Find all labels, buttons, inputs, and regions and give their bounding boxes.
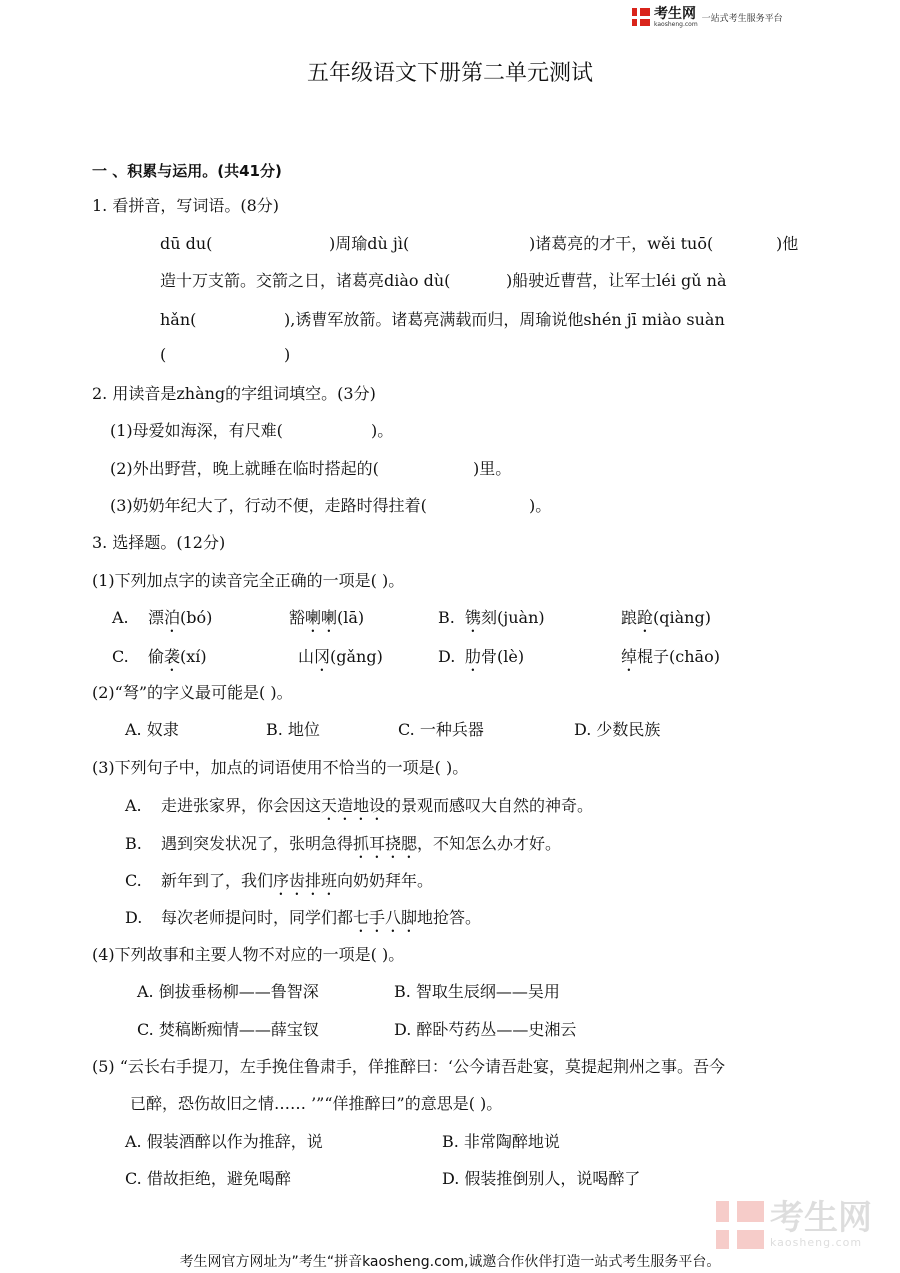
footer-text: 考生网官方网址为”考生“拼音kaosheng.com,诚邀合作伙伴打造一站式考生服务平台。 (179, 1254, 721, 1270)
q3-s5-option-c: C. 借故拒绝，避免喝醉 (125, 1169, 291, 1188)
q3-s2-option-d: D. 少数民族 (574, 720, 661, 739)
dotted-char: 喇喇 (305, 608, 338, 627)
section-heading: 一 、积累与运用。(共41分) (92, 162, 282, 180)
q3-s4-option-c: C. 焚稿断痴情——薛宝钗 (137, 1020, 319, 1039)
opt-text: 新年到了，我们 (161, 871, 274, 890)
dotted-char: 肋 (465, 647, 482, 666)
q3-s1-option-d2 (621, 647, 720, 675)
q3-s1-option-a2 (289, 608, 364, 636)
dotted-char: 袭 (164, 647, 181, 666)
opt-text: 山 (298, 647, 315, 666)
dotted-phrase: 天造地设 (321, 796, 386, 815)
logo-text (654, 7, 698, 28)
q1-line3b: ),诱曹军放箭。诸葛亮满载而归，周瑜说他shén jī miào suàn (284, 310, 725, 329)
opt-text: (lā) (337, 608, 365, 627)
opt-text: 刻(juàn) (481, 608, 545, 627)
q3-s1-d-letter: D. (438, 647, 456, 666)
opt-text: 遇到突发状况了，张明急得 (161, 834, 354, 853)
q3-s3-option-a (161, 796, 593, 824)
q3-s3-option-c (161, 871, 433, 899)
watermark (716, 1200, 872, 1249)
q1-line1c: )诸葛亮的才干，wěi tuō( (529, 234, 714, 253)
opt-text: 棍子(chāo) (637, 647, 720, 666)
q2-item3b: )。 (529, 496, 552, 515)
q3-s1-option-c (148, 647, 207, 675)
kaosheng-logo-icon (632, 8, 650, 26)
q3-s1-option-b2 (621, 608, 711, 636)
q1-line1d: )他 (776, 234, 799, 253)
q2-item1b: )。 (371, 421, 394, 440)
q3-s5-stem-line1: (5) “云长右手提刀，左手挽住鲁肃手，佯推醉曰：‘公今请吾赴宴，莫提起荆州之事。吾今 (92, 1057, 726, 1076)
opt-text: ，不知怎么办才好。 (417, 834, 562, 853)
q3-s4-stem: (4)下列故事和主要人物不对应的一项是( )。 (92, 945, 405, 964)
opt-text: 地抢答。 (417, 908, 482, 927)
q3-s1-option-d (465, 647, 524, 675)
q3-s3-stem: (3)下列句子中，加点的词语使用不恰当的一项是( )。 (92, 758, 469, 777)
q3-s1-option-c2 (298, 647, 383, 675)
q3-s2-stem: (2)“弩”的字义最可能是( )。 (92, 683, 293, 702)
opt-text: 的景观而感叹大自然的神奇。 (385, 796, 594, 815)
q1-line1a: dū du( (160, 234, 213, 253)
logo-name: 考生网 (654, 5, 696, 22)
q3-s3-d-letter: D. (125, 908, 143, 927)
q3-s4-option-d: D. 醉卧芍药丛——史湘云 (394, 1020, 577, 1039)
opt-text: (qiàng) (653, 608, 711, 627)
dotted-char: 跄 (637, 608, 654, 627)
q1-line3a: hǎn( (160, 310, 197, 329)
q3-s5-stem-line2: 已醉，恐伤故旧之情…… ’”“佯推醉曰”的意思是( )。 (130, 1094, 503, 1113)
q1-line1b: )周瑜dù jì( (329, 234, 410, 253)
q3-s3-b-letter: B. (125, 834, 142, 853)
q1-line2b: )船驶近曹营，让军士léi gǔ nà (506, 271, 727, 290)
opt-text: 漂 (148, 608, 165, 627)
watermark-text (770, 1200, 872, 1249)
q3-s3-c-letter: C. (125, 871, 142, 890)
q1-label: 1. 看拼音，写词语。(8分) (92, 196, 280, 215)
dotted-phrase: 抓耳挠腮 (353, 834, 418, 853)
logo-slogan: 一站式考生服务平台 (701, 13, 783, 24)
q3-s5-option-d: D. 假装推倒别人，说喝醉了 (442, 1169, 641, 1188)
opt-text: (xí) (180, 647, 207, 666)
q3-s3-option-d (161, 908, 481, 936)
opt-text: 踉 (621, 608, 638, 627)
opt-text: 走进张家界，你会因这 (161, 796, 322, 815)
q3-s1-a-letter: A. (112, 608, 129, 627)
dotted-char: 冈 (314, 647, 331, 666)
watermark-domain: kaosheng.com (770, 1236, 863, 1249)
q2-item3a: (3)奶奶年纪大了，行动不便，走路时得拄着( (110, 496, 427, 515)
q3-s5-option-a: A. 假装酒醉以作为推辞，说 (125, 1132, 323, 1151)
dotted-char: 镌 (465, 608, 482, 627)
logo-domain: kaosheng.com (654, 20, 698, 28)
watermark-logo-icon (716, 1201, 764, 1249)
q2-item2b: )里。 (473, 459, 512, 478)
q3-s3-option-b (161, 834, 561, 862)
q1-line2a: 造十万支箭。交箭之日，诸葛亮diào dù( (160, 271, 451, 290)
q3-label: 3. 选择题。(12分) (92, 533, 226, 552)
q1-line4b: ) (284, 345, 291, 364)
q1-line4a: ( (160, 345, 167, 364)
opt-text: 骨(lè) (481, 647, 525, 666)
q3-s1-stem: (1)下列加点字的读音完全正确的一项是( )。 (92, 571, 405, 590)
q3-s2-option-c: C. 一种兵器 (398, 720, 484, 739)
q3-s3-a-letter: A. (125, 796, 142, 815)
opt-text: (bó) (180, 608, 213, 627)
q3-s1-option-a (148, 608, 212, 636)
q3-s5-option-b: B. 非常陶醉地说 (442, 1132, 560, 1151)
q3-s4-option-b: B. 智取生辰纲——吴用 (394, 982, 560, 1001)
dotted-char: 绰 (621, 647, 638, 666)
watermark-name: 考生网 (770, 1198, 872, 1238)
q2-label: 2. 用读音是zhàng的字组词填空。(3分) (92, 384, 376, 403)
dotted-phrase: 七手八脚 (353, 908, 418, 927)
q3-s2-option-b: B. 地位 (266, 720, 320, 739)
q2-item2a: (2)外出野营，晚上就睡在临时搭起的( (110, 459, 379, 478)
header-logo (632, 6, 783, 28)
opt-text: 向奶奶拜年。 (337, 871, 434, 890)
page-title: 五年级语文下册第二单元测试 (306, 61, 593, 86)
dotted-char: 泊 (164, 608, 181, 627)
q3-s1-c-letter: C. (112, 647, 129, 666)
q3-s4-option-a: A. 倒拔垂杨柳——鲁智深 (137, 982, 319, 1001)
q3-s1-option-b (465, 608, 545, 636)
opt-text: (gǎng) (330, 647, 383, 666)
q2-item1a: (1)母爱如海深，有尺难( (110, 421, 283, 440)
opt-text: 偷 (148, 647, 165, 666)
q3-s1-b-letter: B. (438, 608, 455, 627)
opt-text: 每次老师提问时，同学们都 (161, 908, 354, 927)
opt-text: 豁 (289, 608, 306, 627)
q3-s2-option-a: A. 奴隶 (125, 720, 179, 739)
dotted-phrase: 序齿排班 (273, 871, 338, 890)
